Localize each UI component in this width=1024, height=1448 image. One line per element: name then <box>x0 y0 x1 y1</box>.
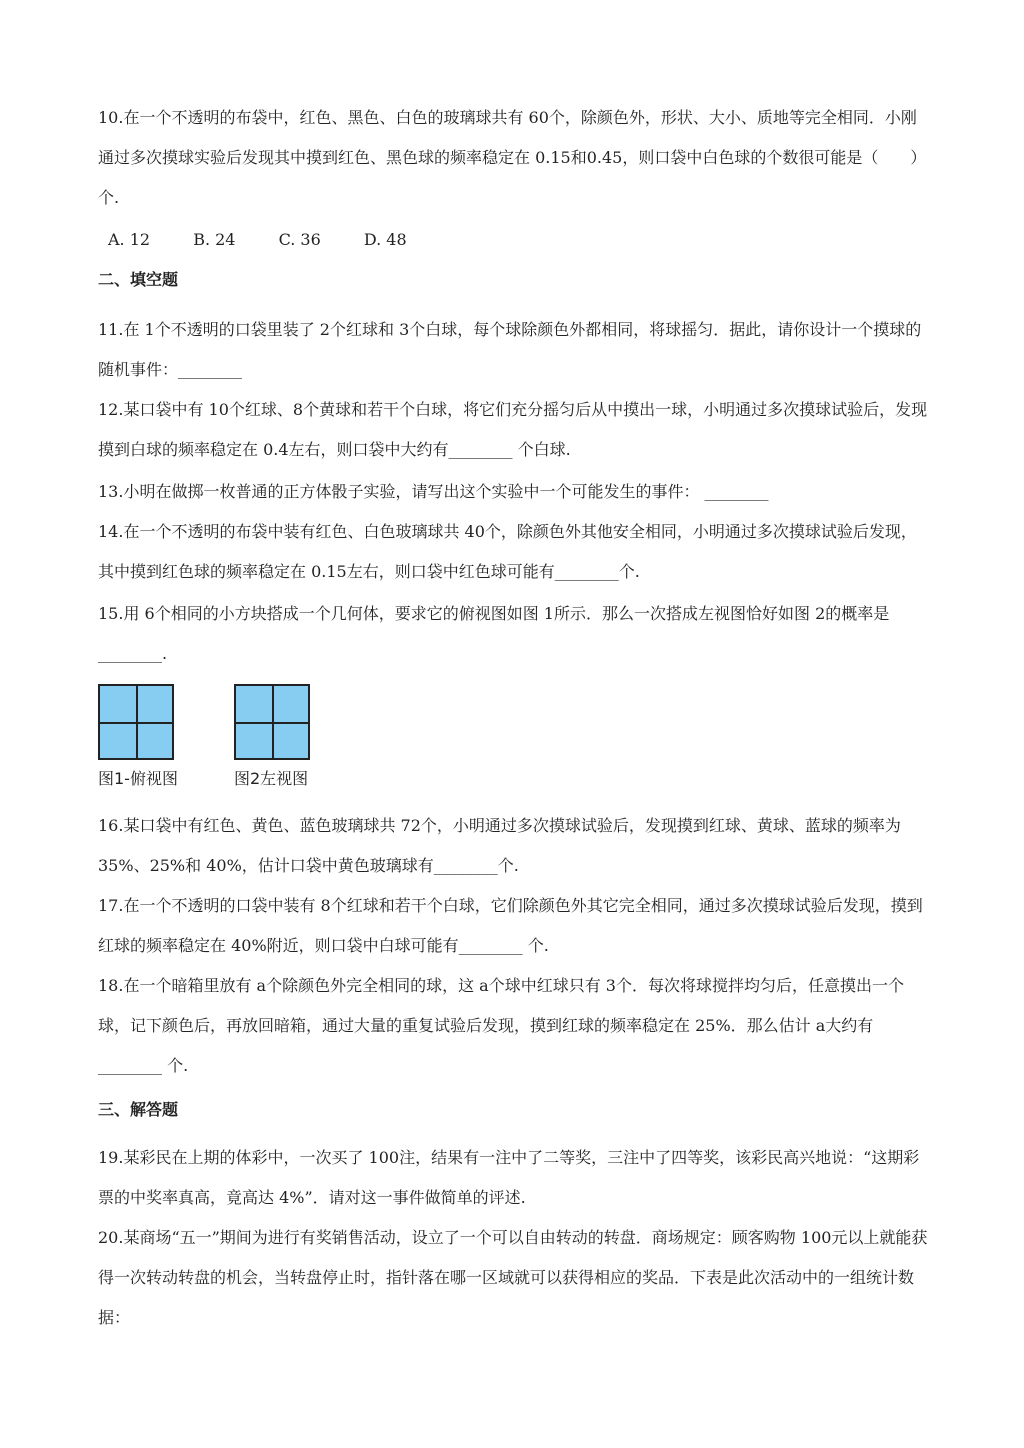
left-view-grid <box>234 684 310 760</box>
figure-1-caption: 图1-俯视图 <box>98 769 178 788</box>
question-13: 13.小明在做掷一枚普通的正方体骰子实验，请写出这个实验中一个可能发生的事件： ________ <box>98 482 769 501</box>
figure-2 <box>234 684 310 789</box>
figure-1 <box>98 684 178 789</box>
question-15: 15.用 6个相同的小方块搭成一个几何体，要求它的俯视图如图 1所示．那么一次搭成左视图恰好如图 2的概率是________. <box>98 604 890 663</box>
top-view-grid <box>98 684 174 760</box>
question-10-options <box>108 228 445 252</box>
question-12: 12.某口袋中有 10个红球、8个黄球和若干个白球，将它们充分摇匀后从中摸出一球，小明通过多次摸球试验后，发现摸到白球的频率稳定在 0.4左右，则口袋中大约有________ 个白球. <box>98 400 928 459</box>
section-answer-heading: 三、解答题 <box>98 1100 179 1119</box>
question-18: 18.在一个暗箱里放有 a个除颜色外完全相同的球，这 a个球中红球只有 3个．每次将球搅拌均匀后，任意摸出一个球，记下颜色后，再放回暗箱，通过大量的重复试验后发现，摸到红球的频率稳定在 25%．那么估计 a大约有________ 个. <box>98 976 904 1075</box>
option-a: A. 12 <box>108 230 151 249</box>
question-19: 19.某彩民在上期的体彩中，一次买了 100注，结果有一注中了二等奖，三注中了四等奖，该彩民高兴地说：“这期彩票的中奖率真高，竟高达 4%”．请对这一事件做简单的评述. <box>98 1148 920 1207</box>
option-c: C. 36 <box>278 230 321 249</box>
question-10: 10.在一个不透明的布袋中，红色、黑色、白色的玻璃球共有 60个，除颜色外，形状、大小、质地等完全相同．小刚通过多次摸球实验后发现其中摸到红色、黑色球的频率稳定在 0.15和0.45，则口袋中白色球的个数很可能是（ ）个. <box>98 108 927 207</box>
option-d: D. 48 <box>363 230 407 249</box>
question-16: 16.某口袋中有红色、黄色、蓝色玻璃球共 72个，小明通过多次摸球试验后，发现摸到红球、黄球、蓝球的频率为 35%、25%和 40%，估计口袋中黄色玻璃球有________个. <box>98 816 901 875</box>
section-fill-in-heading: 二、填空题 <box>98 270 179 289</box>
question-11: 11.在 1个不透明的口袋里装了 2个红球和 3个白球，每个球除颜色外都相同，将球摇匀．据此，请你设计一个摸球的随机事件：________ <box>98 320 922 379</box>
question-20: 20.某商场“五一”期间为进行有奖销售活动，设立了一个可以自由转动的转盘．商场规定：顾客购物 100元以上就能获得一次转动转盘的机会，当转盘停止时，指针落在哪一区域就可以获得相应的奖品．下表是此次活动中的一组统计数据： <box>98 1228 928 1327</box>
question-17: 17.在一个不透明的口袋中装有 8个红球和若干个白球，它们除颜色外其它完全相同，通过多次摸球试验后发现，摸到红球的频率稳定在 40%附近，则口袋中白球可能有________ 个. <box>98 896 923 955</box>
question-14: 14.在一个不透明的布袋中装有红色、白色玻璃球共 40个，除颜色外其他安全相同，小明通过多次摸球试验后发现，其中摸到红色球的频率稳定在 0.15左右，则口袋中红色球可能有________个. <box>98 522 917 581</box>
figure-2-caption: 图2左视图 <box>234 769 309 788</box>
option-b: B. 24 <box>193 230 236 249</box>
